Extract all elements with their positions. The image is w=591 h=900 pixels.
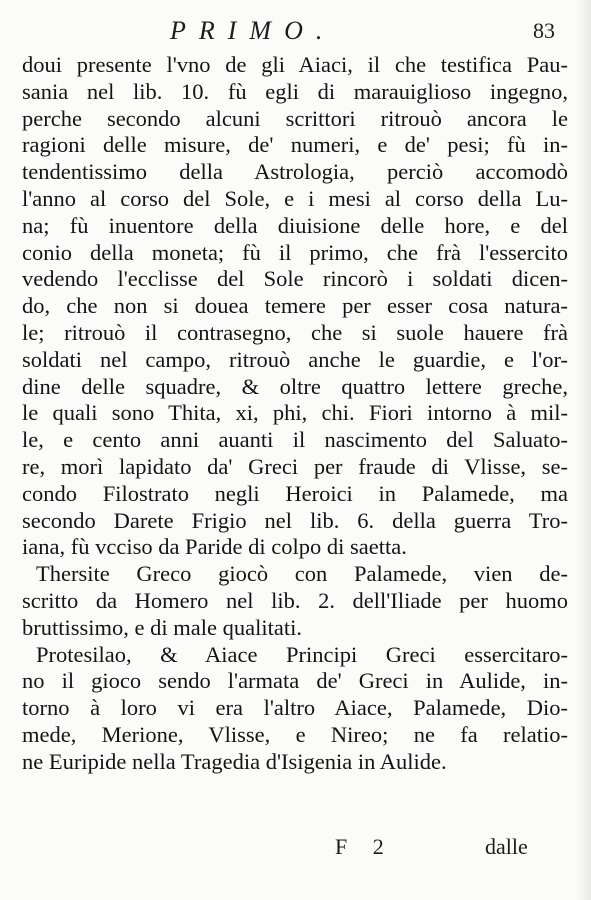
text-line: do, che non si douea temere per esser cosa natura- <box>22 293 568 319</box>
running-title: PRIMO. <box>170 16 336 45</box>
text-line: doui presente l'vno de gli Aiaci, il che testifica Pau- <box>22 52 568 77</box>
signature-mark: F 2 <box>335 834 394 859</box>
catchword: dalle <box>485 834 528 859</box>
text-line: bruttissimo, e di male qualitati. <box>22 614 302 640</box>
text-line: secondo Darete Frigio nel lib. 6. della guerra Tro- <box>22 507 568 533</box>
text-line: scritto da Homero nel lib. 2. dell'Iliade per huomo <box>22 587 568 613</box>
text-line: l'anno al corso del Sole, e i mesi al corso della Lu- <box>22 185 568 211</box>
text-line: soldati nel campo, ritrouò anche le guardie, e l'or- <box>22 346 568 372</box>
text-line: perche secondo alcuni scrittori ritrouò ancora le <box>22 105 568 131</box>
text-line: ne Euripide nella Tragedia d'Isigenia in Aulide. <box>22 748 447 774</box>
text-line: na; fù inuentore della diuisione delle hore, e del <box>22 212 568 238</box>
text-line: ragioni delle misure, de' numeri, e de' pesi; fù in- <box>22 132 568 158</box>
text-line: dine delle squadre, & oltre quattro lettere greche, <box>22 373 568 399</box>
text-line: sania nel lib. 10. fù egli di marauiglioso ingegno, <box>22 78 568 104</box>
page-edge-shadow <box>577 0 591 900</box>
text-line: torno à loro vi era l'altro Aiace, Palamede, Dio- <box>22 695 568 721</box>
text-line: re, morì lapidato da' Greci per fraude di Vlisse, se- <box>22 453 568 479</box>
text-line: le, e cento anni auanti il nascimento del Saluato- <box>22 427 568 453</box>
page-number: 83 <box>533 18 555 43</box>
text-line: vedendo l'ecclisse del Sole rincorò i soldati dicen- <box>22 266 568 292</box>
text-line: Protesilao, & Aiace Principi Greci essercitaro- <box>36 641 568 667</box>
text-line: le quali sono Thita, xi, phi, chi. Fiori intorno à mil- <box>22 400 568 426</box>
page-header <box>0 12 591 46</box>
body-text <box>22 52 568 776</box>
page-footer <box>0 832 591 868</box>
text-line: mede, Merione, Vlisse, e Nireo; ne fa relatio- <box>22 721 568 747</box>
text-line: iana, fù vcciso da Paride di colpo di saetta. <box>22 534 407 560</box>
text-line: le; ritrouò il contrasegno, che si suole hauere frà <box>22 319 568 345</box>
text-line: tendentissimo della Astrologia, perciò accomodò <box>22 159 568 185</box>
text-line: condo Filostrato negli Heroici in Palamede, ma <box>22 480 568 506</box>
text-line: no il gioco sendo l'armata de' Greci in Aulide, in- <box>22 668 568 694</box>
text-line: conio della moneta; fù il primo, che frà l'essercito <box>22 239 568 265</box>
text-line: Thersite Greco giocò con Palamede, vien de- <box>36 561 568 587</box>
